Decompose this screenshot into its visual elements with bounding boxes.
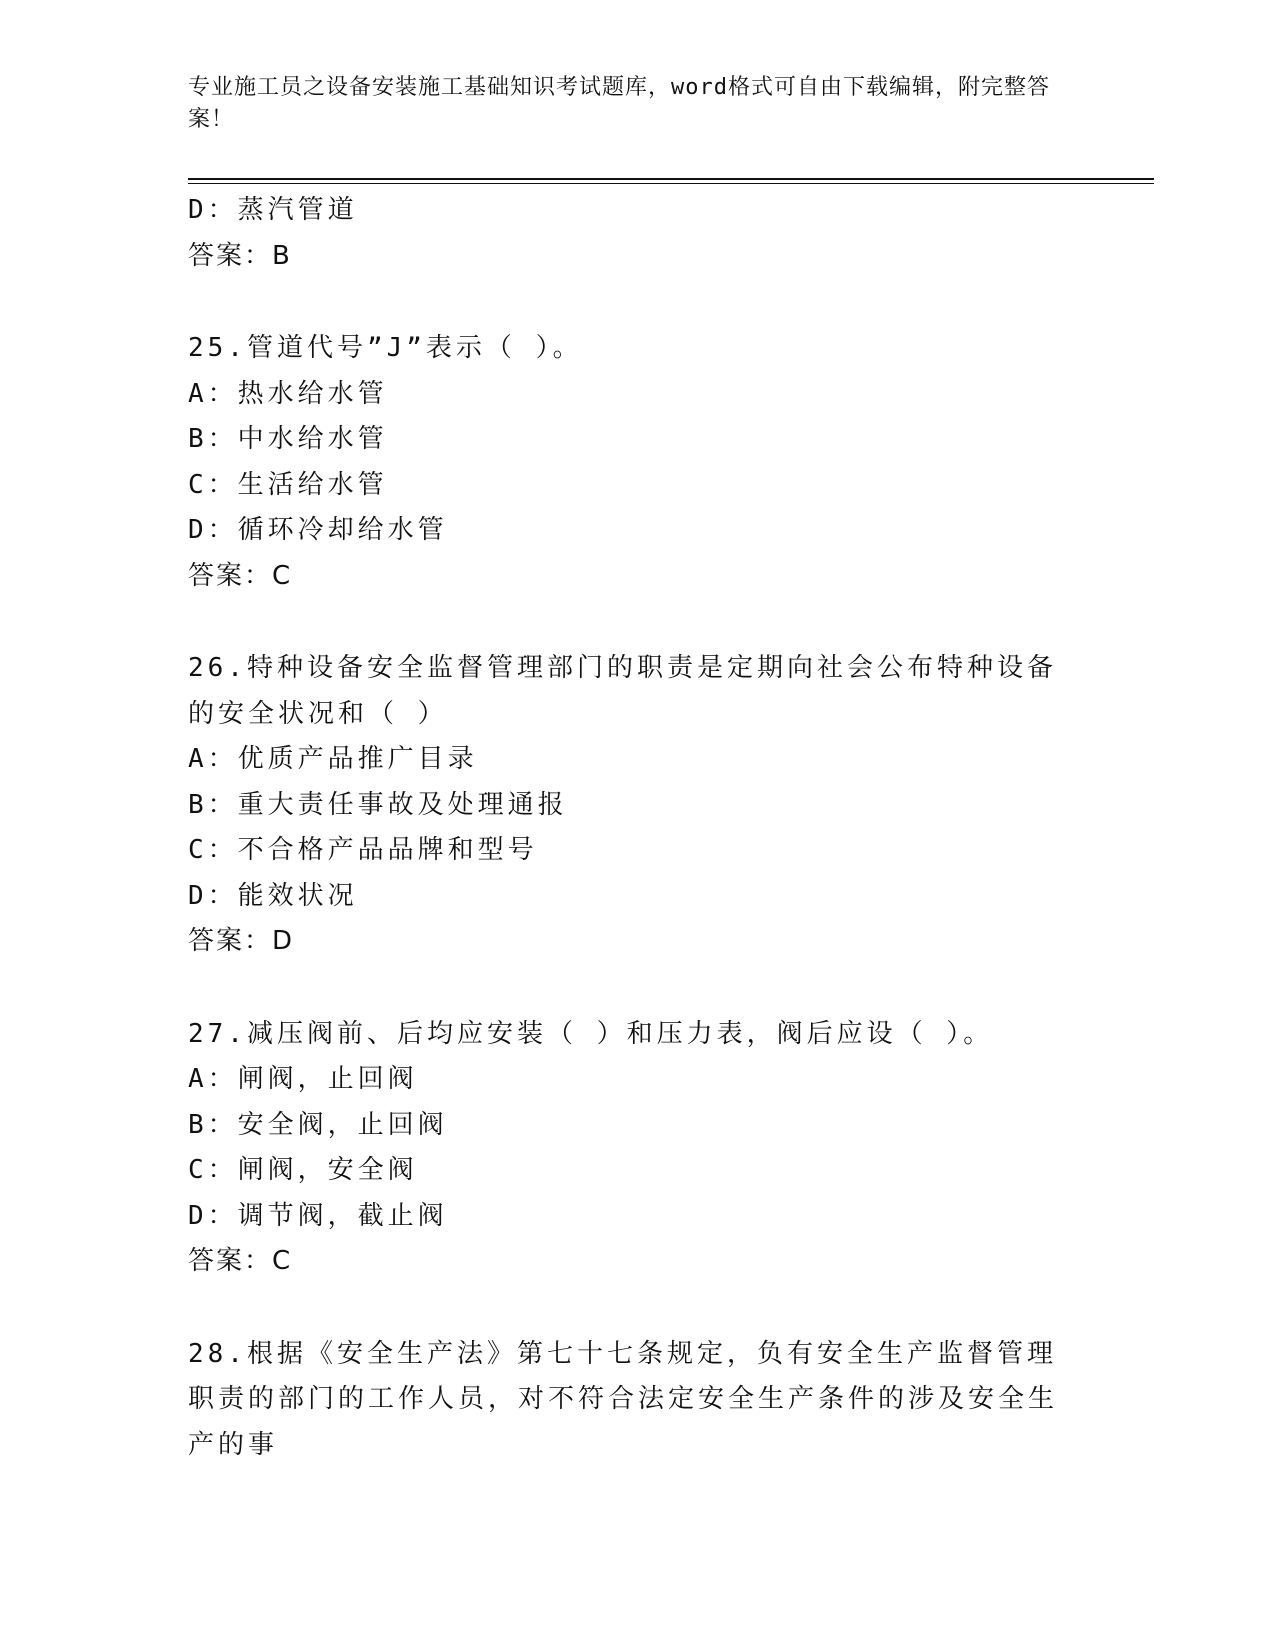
answer-line: 答案：D xyxy=(188,926,295,956)
header-divider-thick xyxy=(188,178,1154,180)
question-text: 28.根据《安全生产法》第七十七条规定，负有安全生产监督管理职责的部门的工作人员，对不符合法定安全生产条件的涉及安全生产的事 xyxy=(188,1338,1059,1460)
question-26 xyxy=(188,646,1088,965)
option-b: B：重大责任事故及处理通报 xyxy=(188,789,568,820)
option-a: A：闸阀，止回阀 xyxy=(188,1064,418,1094)
question-25 xyxy=(188,326,1088,599)
header-divider-thin xyxy=(188,183,1154,184)
document-header: 专业施工员之设备安装施工基础知识考试题库，word格式可自由下载编辑，附完整答案！ xyxy=(188,75,1050,132)
option-b: B：中水给水管 xyxy=(188,424,388,454)
question-27 xyxy=(188,1012,1088,1285)
option-d: D：循环冷却给水管 xyxy=(188,515,448,545)
previous-question-tail xyxy=(188,188,1088,279)
option-d: D：调节阀，截止阀 xyxy=(188,1200,448,1231)
option-d: D：蒸汽管道 xyxy=(188,195,358,225)
option-a: A：热水给水管 xyxy=(188,378,388,409)
option-c: C：闸阀，安全阀 xyxy=(188,1155,418,1185)
question-text: 27.减压阀前、后均应安装（ ）和压力表，阀后应设（ ）。 xyxy=(188,1018,994,1049)
option-c: C：不合格产品品牌和型号 xyxy=(188,835,538,865)
question-text: 26.特种设备安全监督管理部门的职责是定期向社会公布特种设备的安全状况和（ ） xyxy=(188,653,1057,729)
answer-line: 答案：C xyxy=(188,560,293,591)
option-b: B：安全阀，止回阀 xyxy=(188,1109,448,1140)
answer-line: 答案：C xyxy=(188,1246,293,1276)
question-28 xyxy=(188,1332,1088,1469)
question-text: 25.管道代号”J”表示（ ）。 xyxy=(188,333,583,363)
option-a: A：优质产品推广目录 xyxy=(188,744,478,774)
answer-line: 答案：B xyxy=(188,240,292,271)
document-body xyxy=(188,188,1088,1468)
option-d: D：能效状况 xyxy=(188,880,358,911)
option-c: C：生活给水管 xyxy=(188,469,388,500)
